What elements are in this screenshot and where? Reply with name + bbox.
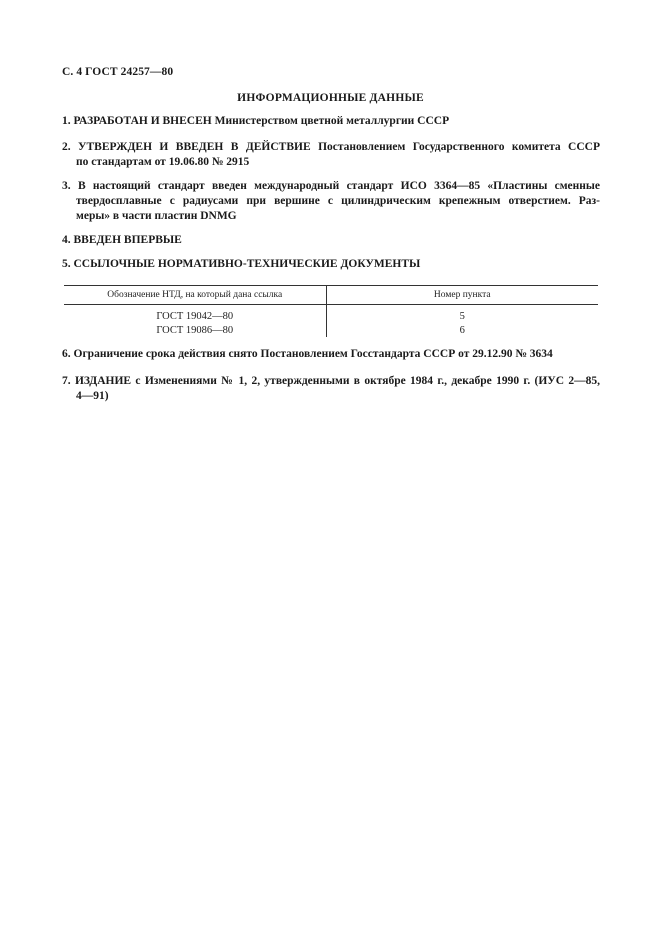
item-text: Министерством цветной металлургии СССР [214,115,450,127]
info-item-6 [62,347,600,362]
table-row [64,305,598,324]
item-number: 3. [62,180,71,192]
table-row [64,323,598,337]
item-number: 2. [62,141,71,153]
item-line [62,374,600,389]
table-cell-document: ГОСТ 19086—80 [64,323,326,337]
item-text: В настоящий стандарт введен международный стандарт ИСО 3364—85 «Пластины сменные [77,180,600,192]
item-number: 6. [62,348,71,360]
item-lead: УТВЕРЖДЕН И ВВЕДЕН В ДЕЙСТВИЕ [78,141,311,153]
info-item-2 [62,140,600,170]
references-table [64,285,598,337]
item-line: твердосплавные с радиусами при вершине с цилиндрическим крепежным отверстием. Раз- [76,195,600,207]
column-header-document: Обозначение НТД, на который дана ссылка [64,286,326,305]
item-text-continued: по стандартам от 19.06.80 № 2915 [76,156,250,168]
item-number: 4. [62,234,71,246]
item-text: Ограничение срока действия снято Постановлением Госстандарта СССР от 29.12.90 № 3634 [73,348,553,360]
item-lead: РАЗРАБОТАН И ВНЕСЕН [73,115,212,127]
item-line: меры» в части пластин DNMG [76,210,237,222]
table-cell-clause: 5 [459,310,465,322]
table-cell-clause: 6 [459,324,465,336]
page-header: С. 4 ГОСТ 24257—80 [62,66,174,78]
item-number: 7. [62,375,71,387]
item-lead: ВВЕДЕН ВПЕРВЫЕ [73,234,182,246]
table-header-row [64,286,598,305]
item-lead: ССЫЛОЧНЫЕ НОРМАТИВНО-ТЕХНИЧЕСКИЕ ДОКУМЕНТЫ [73,258,421,270]
info-item-7 [62,374,600,404]
info-item-4 [62,233,600,248]
item-number: 1. [62,115,71,127]
info-item-1 [62,114,600,129]
item-text: ИЗДАНИЕ с Изменениями № 1, 2, утвержденными в октябре 1984 г., декабре 1990 г. (ИУС 2—85, [74,375,601,387]
item-text: Постановлением Государственного комитета СССР [318,141,600,153]
item-line [62,179,600,194]
table-cell-document: ГОСТ 19042—80 [64,305,326,324]
column-header-clause: Номер пункта [326,286,598,305]
info-item-5 [62,257,600,272]
item-line: 4—91) [76,390,109,402]
item-line [62,140,600,155]
info-item-3 [62,179,600,224]
item-number: 5. [62,258,71,270]
section-title: ИНФОРМАЦИОННЫЕ ДАННЫЕ [237,92,424,104]
